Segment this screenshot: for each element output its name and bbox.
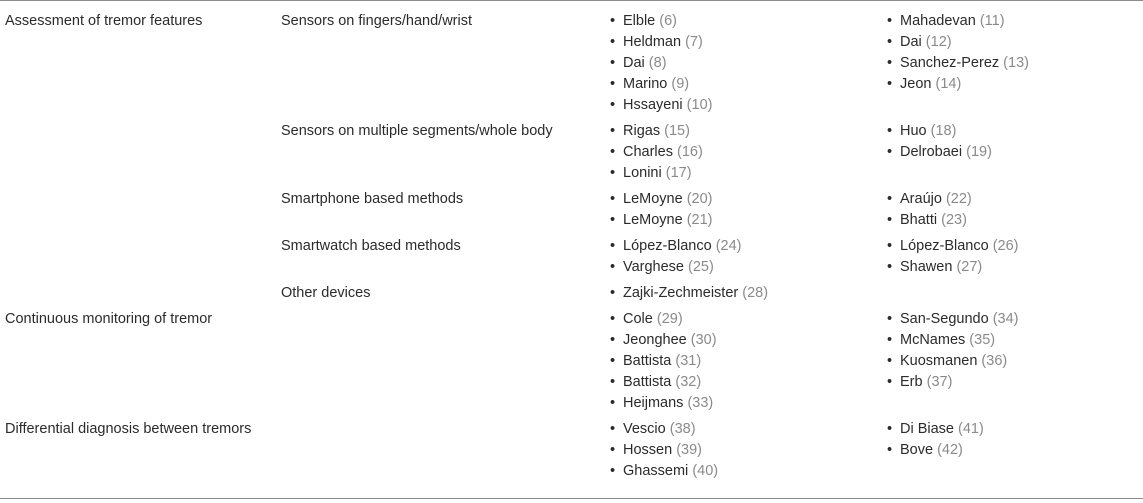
bullet-icon: • [887, 421, 893, 437]
bullet-icon: • [610, 238, 616, 254]
citation-entry [623, 461, 718, 482]
reference-number: (9) [671, 76, 690, 92]
reference-number: (31) [675, 353, 702, 369]
row-category: Continuous monitoring of tremor [5, 311, 213, 327]
bullet-icon: • [887, 13, 893, 29]
reference-number: (11) [979, 13, 1005, 29]
citation-entry [900, 257, 982, 278]
bullet-icon: • [610, 285, 616, 301]
reference-number: (18) [930, 123, 957, 139]
bullet-icon: • [887, 55, 893, 71]
citation-entry [900, 142, 992, 163]
citation-entry [900, 419, 984, 440]
bullet-icon: • [610, 76, 616, 92]
bullet-icon: • [887, 353, 893, 369]
reference-number: (41) [958, 421, 984, 437]
reference-number: (20) [686, 191, 713, 207]
author-name: Dai [900, 34, 922, 50]
citation-entry [623, 32, 703, 53]
reference-number: (39) [676, 442, 702, 458]
bullet-icon: • [887, 311, 893, 327]
reference-number: (7) [685, 34, 703, 50]
reference-number: (37) [926, 374, 953, 390]
citation-entry [900, 121, 956, 142]
author-name: LeMoyne [623, 212, 683, 228]
row-category: Differential diagnosis between tremors [5, 421, 252, 437]
reference-number: (28) [742, 285, 769, 301]
reference-number: (32) [675, 374, 702, 390]
citation-entry [623, 210, 712, 231]
bullet-icon: • [887, 212, 893, 228]
citation-entry [900, 210, 967, 231]
citation-entry [623, 257, 714, 278]
author-name: Charles [623, 144, 673, 160]
reference-number: (15) [664, 123, 690, 139]
reference-number: (8) [648, 55, 667, 71]
citation-entry [623, 351, 701, 372]
citation-entry [623, 95, 712, 116]
reference-number: (13) [1003, 55, 1029, 71]
bullet-icon: • [610, 34, 616, 50]
author-name: Erb [900, 374, 923, 390]
bullet-icon: • [610, 374, 616, 390]
author-name: Heijmans [623, 395, 684, 411]
bullet-icon: • [887, 374, 893, 390]
author-name: Vescio [623, 421, 666, 437]
bullet-icon: • [887, 76, 893, 92]
author-name: San-Segundo [900, 311, 989, 327]
reference-number: (26) [992, 238, 1019, 254]
reference-number: (38) [669, 421, 696, 437]
bullet-icon: • [610, 123, 616, 139]
citation-entry [623, 309, 683, 330]
citation-entry [623, 11, 677, 32]
reference-number: (10) [686, 97, 713, 113]
reference-number: (29) [656, 311, 683, 327]
bullet-icon: • [610, 421, 616, 437]
citation-entry [623, 189, 712, 210]
bullet-icon: • [887, 191, 893, 207]
author-name: Battista [623, 353, 672, 369]
reference-number: (42) [937, 442, 963, 458]
bullet-icon: • [610, 144, 616, 160]
author-name: Delrobaei [900, 144, 963, 160]
author-name: López-Blanco [900, 238, 989, 254]
bullet-icon: • [610, 442, 616, 458]
reference-number: (21) [686, 212, 713, 228]
citation-entry [900, 32, 952, 53]
citation-entry [900, 372, 952, 393]
author-name: Huo [900, 123, 927, 139]
reference-number: (25) [688, 259, 714, 275]
author-name: Varghese [623, 259, 684, 275]
bullet-icon: • [610, 259, 616, 275]
row-subcategory: Sensors on multiple segments/whole body [281, 123, 553, 139]
reference-number: (24) [715, 238, 742, 254]
bullet-icon: • [610, 55, 616, 71]
citation-entry [623, 393, 713, 414]
citation-entry [623, 440, 702, 461]
reference-number: (30) [690, 332, 717, 348]
author-name: Bhatti [900, 212, 938, 228]
row-category: Assessment of tremor features [5, 13, 203, 29]
citation-entry [900, 189, 972, 210]
citation-entry [623, 372, 701, 393]
bullet-icon: • [610, 165, 616, 181]
bullet-icon: • [610, 463, 616, 479]
reference-number: (33) [687, 395, 714, 411]
reference-number: (19) [966, 144, 992, 160]
bullet-icon: • [610, 212, 616, 228]
citation-entry [623, 121, 690, 142]
reference-number: (17) [665, 165, 692, 181]
table-bottom-rule [0, 498, 1143, 499]
citation-entry [900, 330, 995, 351]
author-name: Bove [900, 442, 934, 458]
citation-entry [623, 163, 692, 184]
author-name: Dai [623, 55, 645, 71]
bullet-icon: • [887, 123, 893, 139]
bullet-icon: • [610, 332, 616, 348]
reference-number: (40) [692, 463, 719, 479]
author-name: Rigas [623, 123, 661, 139]
citation-entry [623, 419, 696, 440]
bullet-icon: • [610, 311, 616, 327]
bullet-icon: • [610, 191, 616, 207]
row-subcategory: Smartphone based methods [281, 191, 464, 207]
author-name: Hssayeni [623, 97, 683, 113]
author-name: Shawen [900, 259, 953, 275]
bullet-icon: • [887, 332, 893, 348]
citation-entry [900, 236, 1019, 257]
bullet-icon: • [887, 34, 893, 50]
author-name: Cole [623, 311, 653, 327]
reference-number: (34) [992, 311, 1019, 327]
citation-entry [900, 351, 1007, 372]
reference-number: (23) [941, 212, 967, 228]
author-name: Marino [623, 76, 668, 92]
reference-number: (6) [659, 13, 678, 29]
reference-number: (14) [935, 76, 962, 92]
author-name: Lonini [623, 165, 662, 181]
citation-entry [900, 53, 1029, 74]
bullet-icon: • [610, 13, 616, 29]
citation-entry [623, 330, 717, 351]
table-top-rule [0, 0, 1143, 1]
bullet-icon: • [610, 395, 616, 411]
citation-entry [623, 142, 703, 163]
citation-entry [900, 74, 961, 95]
author-name: Araújo [900, 191, 942, 207]
citation-entry [900, 309, 1019, 330]
row-subcategory: Other devices [281, 285, 371, 301]
bullet-icon: • [610, 97, 616, 113]
citation-entry [900, 440, 963, 461]
author-name: Jeon [900, 76, 932, 92]
author-name: McNames [900, 332, 966, 348]
reference-number: (36) [981, 353, 1008, 369]
author-name: Di Biase [900, 421, 954, 437]
author-name: Heldman [623, 34, 682, 50]
citation-entry [623, 53, 667, 74]
bullet-icon: • [887, 144, 893, 160]
reference-number: (12) [925, 34, 952, 50]
citation-entry [623, 74, 689, 95]
reference-number: (22) [945, 191, 972, 207]
author-name: Kuosmanen [900, 353, 978, 369]
bullet-icon: • [887, 442, 893, 458]
author-name: Sanchez-Perez [900, 55, 1000, 71]
reference-number: (35) [969, 332, 996, 348]
row-subcategory: Sensors on fingers/hand/wrist [281, 13, 473, 29]
author-name: Jeonghee [623, 332, 687, 348]
bullet-icon: • [610, 353, 616, 369]
author-name: López-Blanco [623, 238, 712, 254]
author-name: Mahadevan [900, 13, 976, 29]
row-subcategory: Smartwatch based methods [281, 238, 461, 254]
citation-entry [900, 11, 1005, 32]
author-name: Elble [623, 13, 656, 29]
bullet-icon: • [887, 238, 893, 254]
author-name: Ghassemi [623, 463, 689, 479]
author-name: Battista [623, 374, 672, 390]
reference-number: (27) [956, 259, 983, 275]
citation-entry [623, 236, 742, 257]
bullet-icon: • [887, 259, 893, 275]
citation-entry [623, 283, 768, 304]
reference-number: (16) [677, 144, 703, 160]
author-name: LeMoyne [623, 191, 683, 207]
author-name: Hossen [623, 442, 673, 458]
author-name: Zajki-Zechmeister [623, 285, 739, 301]
